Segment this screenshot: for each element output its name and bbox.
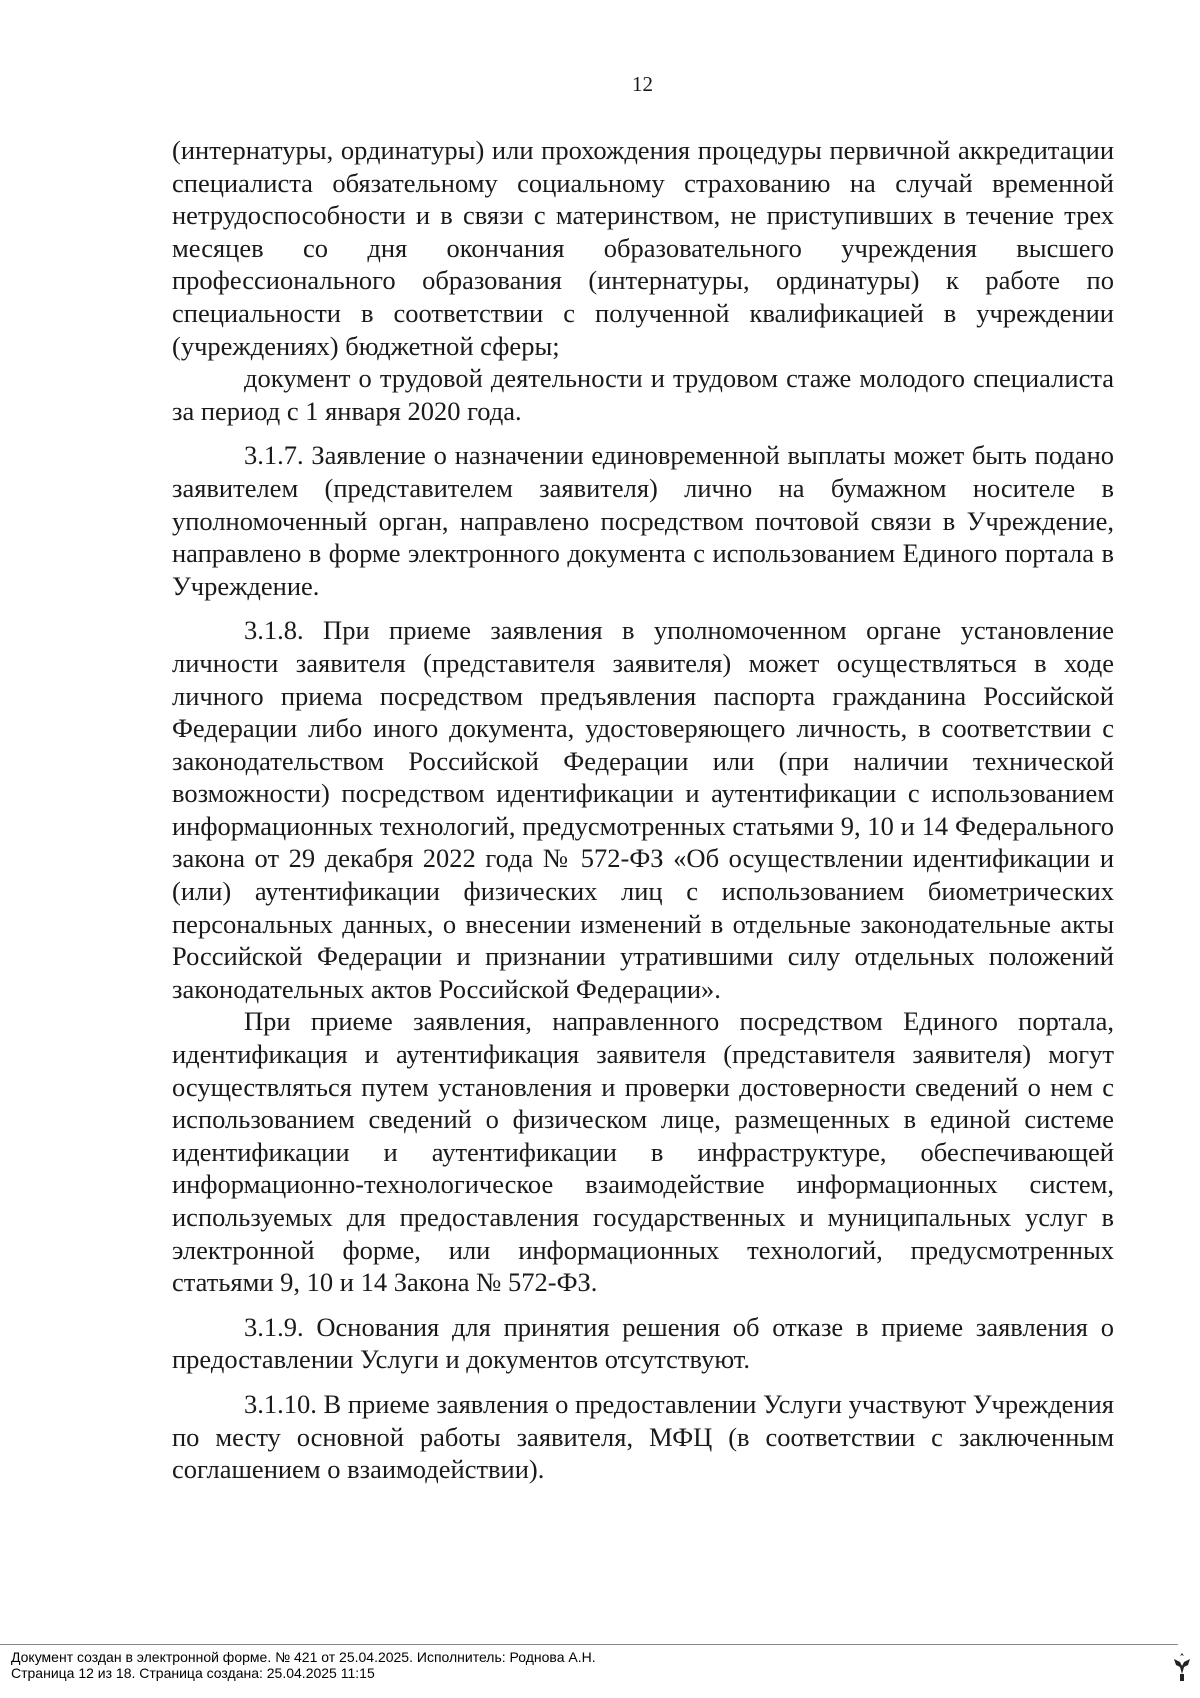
footer-line-page-info: Страница 12 из 18. Страница создана: 25.04.2025 11:15 — [11, 1665, 375, 1681]
paragraph-continuation: (интернатуры, ординатуры) или прохождения процедуры первичной аккредитации специалиста обязательному социальному страхованию на случай временной нетрудоспособности и в связи с материнством, не приступивших в течение трех месяцев со дня окончания образовательного учреждения высшего профессионального образования (интернатуры, ординатуры) к работе по специальности в соответствии с полученной квалификацией в учреждении (учреждениях) бюджетной сферы; — [172, 135, 1114, 361]
paragraph-3-1-10: 3.1.10. В приеме заявления о предоставлении Услуги участвуют Учреждения по месту основной работы заявителя, МФЦ (в соответствии с заключенным соглашением о взаимодействии). — [172, 1388, 1114, 1485]
footer-divider — [0, 1644, 1178, 1645]
coat-of-arms-icon — [1172, 1650, 1192, 1684]
paragraph-3-1-8: 3.1.8. При приеме заявления в уполномоченном органе установление личности заявителя (представителя заявителя) может осуществляться в ходе личного приема посредством предъявления паспорта гражданина Российской Федерации либо иного документа, удостоверяющего личность, в соответствии с законодательством Российской Федерации или (при наличии технической возможности) посредством идентификации и аутентификации с использованием информационных технологий, предусмотренных статьями 9, 10 и 14 Федерального закона от 29 декабря 2022 года № 572-ФЗ «Об осуществлении идентификации и (или) аутентификации физических лиц с использованием биометрических персональных данных, о внесении изменений в отдельные законодательные акты Российской Федерации и признании утратившими силу отдельных положений законодательных актов Российской Федерации». — [172, 615, 1114, 1004]
footer-line-document-info: Документ создан в электронной форме. № 421 от 25.04.2025. Исполнитель: Роднова А.Н. — [11, 1649, 596, 1665]
document-body — [172, 134, 1114, 1486]
document-footer — [11, 1649, 596, 1681]
paragraph-3-1-9: 3.1.9. Основания для принятия решения об отказе в приеме заявления о предоставлении Услуги и документов отсутствуют. — [172, 1311, 1114, 1375]
paragraph-3-1-7: 3.1.7. Заявление о назначении единовременной выплаты может быть подано заявителем (представителем заявителя) лично на бумажном носителе в уполномоченный орган, направлено посредством почтовой связи в Учреждение, направлено в форме электронного документа с использованием Единого портала в Учреждение. — [172, 440, 1114, 601]
paragraph-work-record: документ о трудовой деятельности и трудовом стаже молодого специалиста за период с 1 января 2020 года. — [172, 363, 1114, 426]
paragraph-portal-identification: При приеме заявления, направленного посредством Единого портала, идентификация и аутентификация заявителя (представителя заявителя) могут осуществляться путем установления и проверки достоверности сведений о нем с использованием сведений о физическом лице, размещенных в единой системе идентификации и аутентификации в инфраструктуре, обеспечивающей информационно-технологическое взаимодействие информационных систем, используемых для предоставления государственных и муниципальных услуг в электронной форме, или информационных технологий, предусмотренных статьями 9, 10 и 14 Закона № 572-ФЗ. — [172, 1006, 1114, 1298]
page-number: 12 — [632, 72, 653, 96]
